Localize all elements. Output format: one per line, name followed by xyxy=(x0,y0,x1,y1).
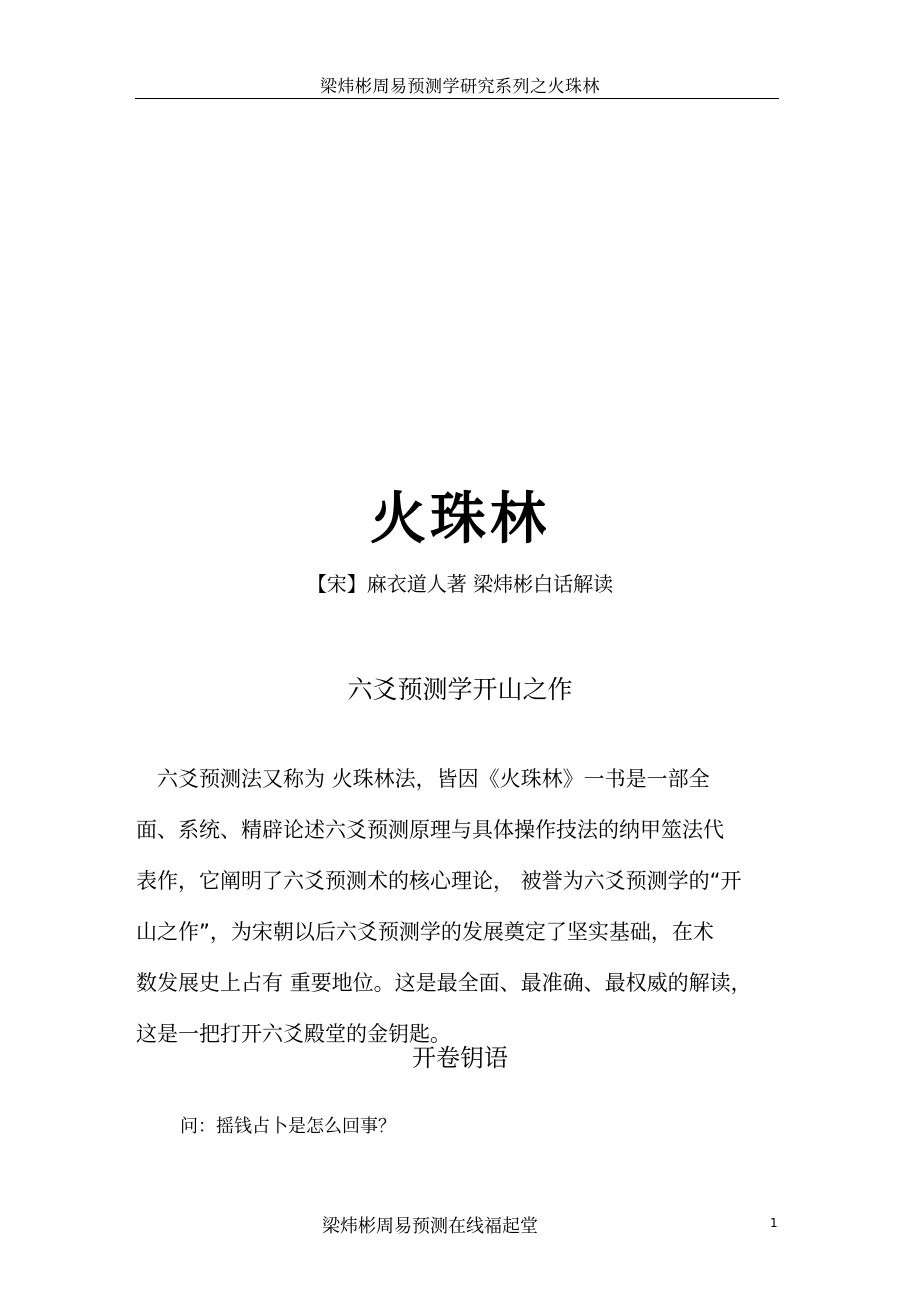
intro-line: 山之作”，为宋朝以后六爻预测学的发展奠定了坚实基础，在术 xyxy=(136,920,714,944)
section-heading: 开卷钥语 xyxy=(412,1044,508,1072)
intro-line: 表作，它阐明了六爻预测术的核心理论， 被誉为六爻预测学的“开 xyxy=(136,869,742,893)
intro-line: 数发展史上占有 重要地位。这是最全面、最准确、最权威的解读， xyxy=(136,971,752,995)
intro-line: 这是一把打开六爻殿堂的金钥匙。 xyxy=(136,1022,451,1046)
question-text: 问：摇钱占卜是怎么回事？ xyxy=(180,1116,396,1137)
document-subtitle: 六爻预测学开山之作 xyxy=(347,675,573,704)
author-line: 【宋】麻衣道人著 梁炜彬白话解读 xyxy=(306,572,614,596)
page-number: 1 xyxy=(770,1216,778,1230)
intro-line: 六爻预测法又称为 火珠林法，皆因《火珠林》一书是一部全 xyxy=(136,767,710,791)
document-title: 火珠林 xyxy=(370,487,550,552)
page-footer: 梁炜彬周易预测在线福起堂 xyxy=(322,1216,538,1237)
intro-paragraph xyxy=(136,762,766,1068)
running-header: 梁炜彬周易预测学研究系列之火珠林 xyxy=(320,77,600,97)
intro-line: 面、系统、精辟论述六爻预测原理与具体操作技法的纳甲筮法代 xyxy=(136,818,724,842)
header-divider xyxy=(135,98,779,99)
